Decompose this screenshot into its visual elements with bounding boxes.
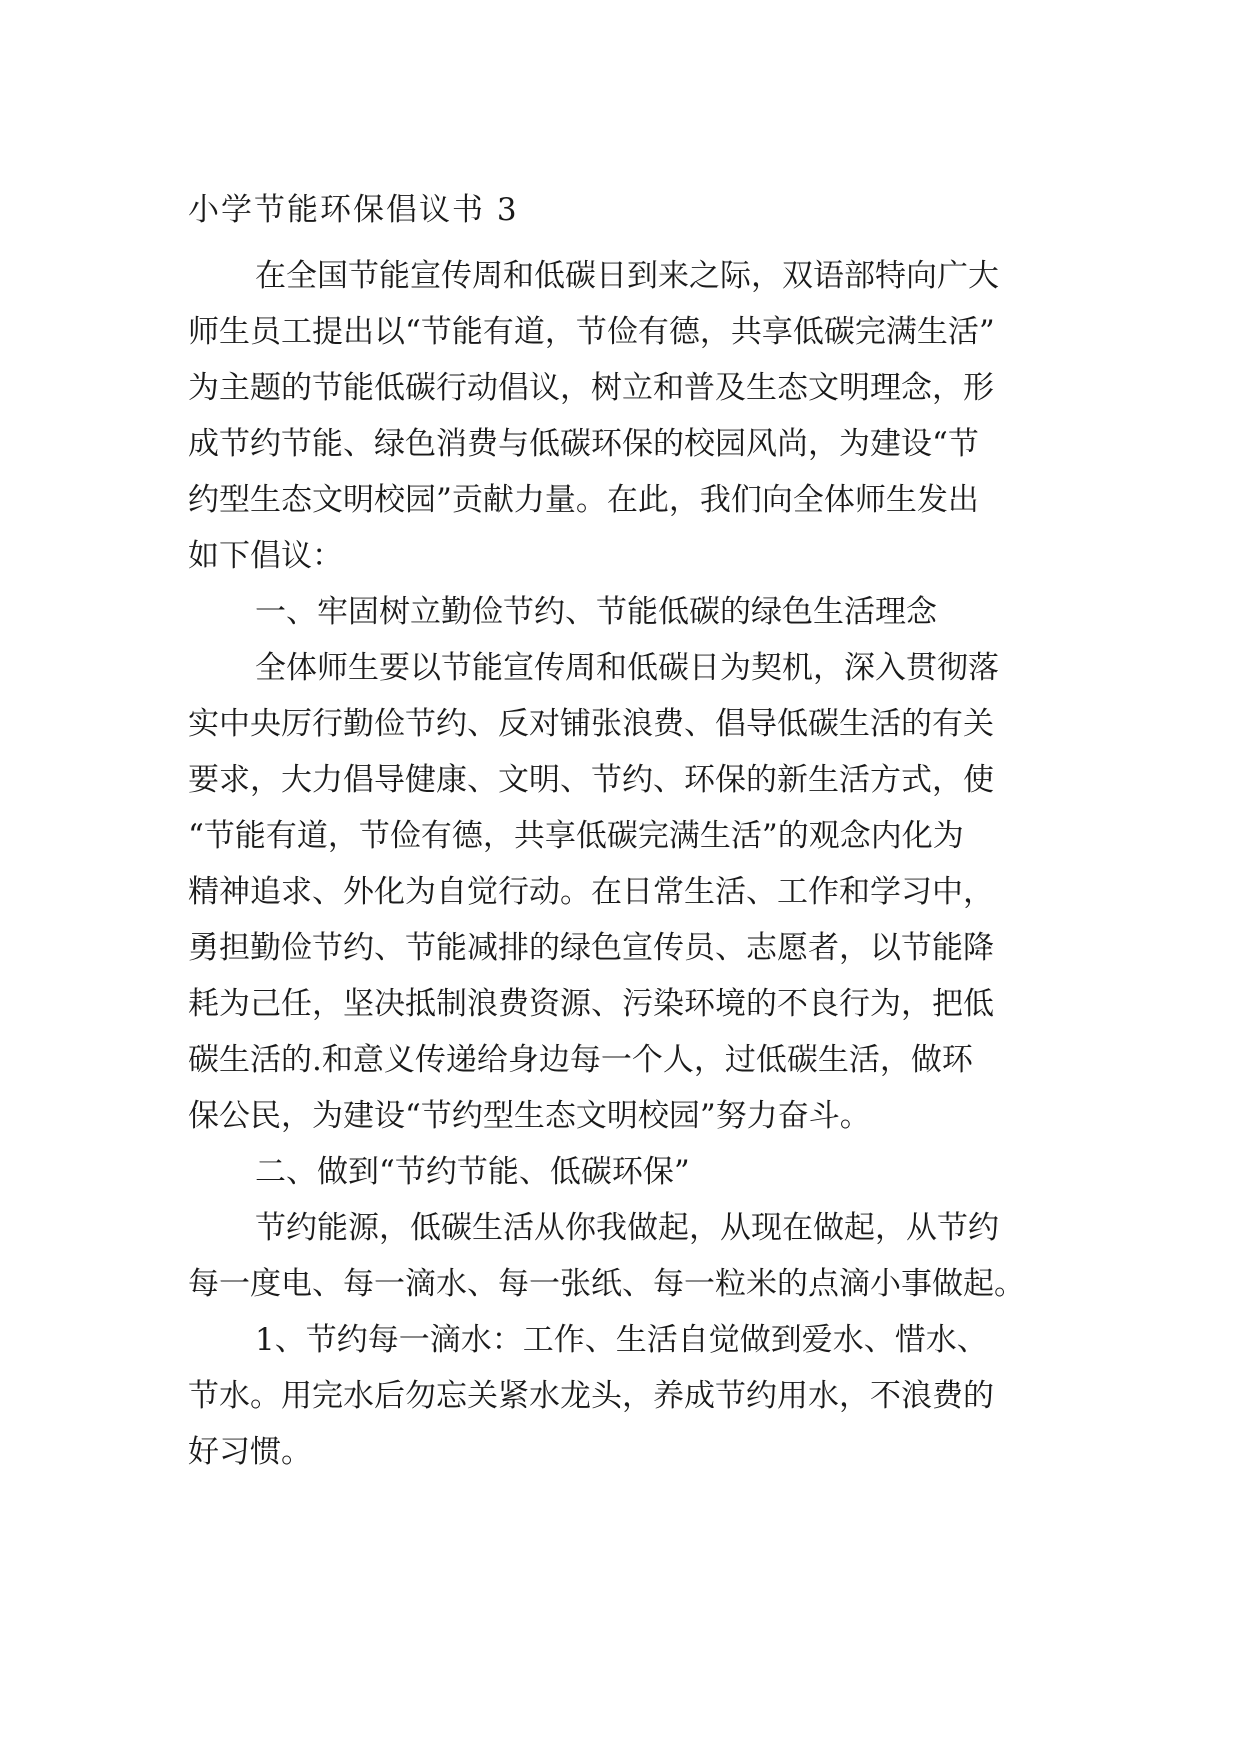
document-title: 小学节能环保倡议书 3 [188, 192, 519, 228]
paragraph-3-line-1: 节约能源，低碳生活从你我做起，从现在做起，从节约 [255, 1210, 999, 1246]
paragraph-2-line-6: 勇担勤俭节约、节能减排的绿色宣传员、志愿者，以节能降 [188, 930, 994, 966]
paragraph-1-line-6: 如下倡议： [188, 538, 343, 574]
paragraph-3-line-2: 每一度电、每一滴水、每一张纸、每一粒米的点滴小事做起。 [188, 1266, 1025, 1302]
paragraph-1-line-5: 约型生态文明校园”贡献力量。在此，我们向全体师生发出 [188, 482, 979, 518]
paragraph-4-line-1: 1、节约每一滴水：工作、生活自觉做到爱水、惜水、 [255, 1322, 988, 1358]
section-heading-1: 一、牢固树立勤俭节约、节能低碳的绿色生活理念 [255, 594, 937, 630]
paragraph-1-line-2: 师生员工提出以“节能有道，节俭有德，共享低碳完满生活” [188, 314, 995, 350]
paragraph-2-line-5: 精神追求、外化为自觉行动。在日常生活、工作和学习中， [188, 874, 994, 910]
paragraph-4-line-2: 节水。用完水后勿忘关紧水龙头，养成节约用水，不浪费的 [188, 1378, 994, 1414]
paragraph-2-line-2: 实中央厉行勤俭节约、反对铺张浪费、倡导低碳生活的有关 [188, 706, 994, 742]
paragraph-2-line-9: 保公民，为建设“节约型生态文明校园”努力奋斗。 [188, 1098, 871, 1134]
paragraph-4-line-3: 好习惯。 [188, 1434, 312, 1470]
paragraph-2-line-7: 耗为己任，坚决抵制浪费资源、污染环境的不良行为，把低 [188, 986, 994, 1022]
paragraph-1-line-3: 为主题的节能低碳行动倡议，树立和普及生态文明理念，形 [188, 370, 994, 406]
paragraph-1-line-1: 在全国节能宣传周和低碳日到来之际，双语部特向广大 [255, 258, 999, 294]
paragraph-2-line-8: 碳生活的.和意义传递给身边每一个人，过低碳生活，做环 [188, 1042, 973, 1078]
paragraph-2-line-3: 要求，大力倡导健康、文明、节约、环保的新生活方式，使 [188, 762, 994, 798]
paragraph-1-line-4: 成节约节能、绿色消费与低碳环保的校园风尚，为建设“节 [188, 426, 979, 462]
paragraph-2-line-4: “节能有道，节俭有德，共享低碳完满生活”的观念内化为 [188, 818, 964, 854]
section-heading-2: 二、做到“节约节能、低碳环保” [255, 1154, 690, 1190]
paragraph-2-line-1: 全体师生要以节能宣传周和低碳日为契机，深入贯彻落 [255, 650, 999, 686]
